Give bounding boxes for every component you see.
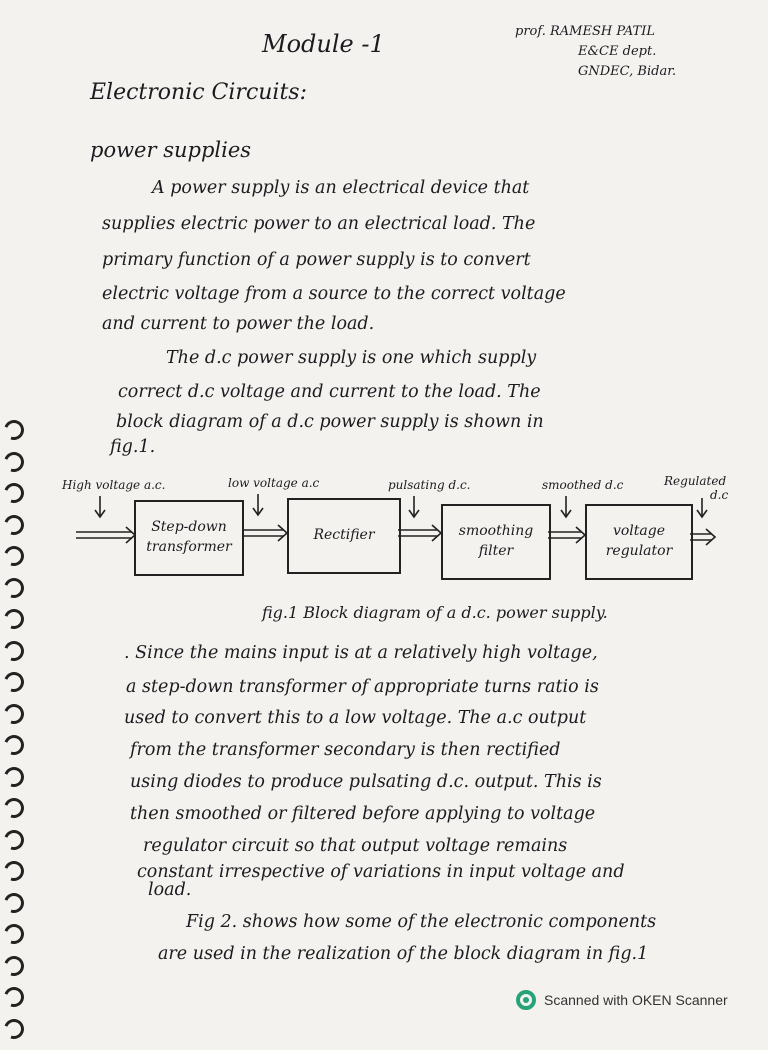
block-voltage-regulator: voltage regulator	[585, 504, 693, 580]
figure-caption: fig.1 Block diagram of a d.c. power supply.	[262, 603, 608, 622]
label-regulated: Regulated	[664, 474, 727, 488]
paragraph-line: The d.c power supply is one which supply	[166, 348, 537, 368]
paragraph-line: primary function of a power supply is to convert	[102, 250, 531, 270]
author-dept: E&CE dept.	[578, 44, 657, 59]
label-pulsating-dc: pulsating d.c.	[388, 478, 471, 492]
author-college: GNDEC, Bidar.	[578, 64, 677, 79]
paragraph-line: are used in the realization of the block diagram in fig.1	[158, 944, 649, 964]
paragraph-line: used to convert this to a low voltage. The a.c output	[124, 708, 587, 728]
scanner-logo-icon	[516, 990, 536, 1010]
block-smoothing-filter: smoothing filter	[441, 504, 551, 580]
author-name: prof. RAMESH PATIL	[515, 24, 655, 39]
label-regulated-dc: d.c	[710, 488, 729, 502]
block-rectifier: Rectifier	[287, 498, 401, 574]
paragraph-line: regulator circuit so that output voltage remains	[143, 836, 568, 856]
paragraph-line: electric voltage from a source to the correct voltage	[102, 284, 566, 304]
paragraph-line: correct d.c voltage and current to the load. The	[118, 382, 541, 402]
paragraph-line: Fig 2. shows how some of the electronic components	[186, 912, 657, 932]
spiral-binding	[4, 420, 44, 1050]
paragraph-line: A power supply is an electrical device that	[152, 178, 530, 198]
label-smoothed-dc: smoothed d.c	[542, 478, 624, 492]
paragraph-line: supplies electric power to an electrical load. The	[102, 214, 536, 234]
paragraph-line: fig.1.	[110, 437, 156, 457]
paragraph-line: and current to power the load.	[102, 314, 375, 334]
subsection-heading: power supplies	[90, 138, 252, 162]
scanner-text: Scanned with OKEN Scanner	[544, 992, 728, 1008]
paragraph-line: using diodes to produce pulsating d.c. output. This is	[130, 772, 602, 792]
paragraph-line: constant irrespective of variations in input voltage and	[137, 862, 625, 882]
paragraph-line: . Since the mains input is at a relatively high voltage,	[124, 643, 598, 663]
label-low-voltage-ac: low voltage a.c	[228, 476, 320, 490]
paragraph-line: then smoothed or filtered before applying to voltage	[130, 804, 596, 824]
paragraph-line: a step-down transformer of appropriate turns ratio is	[126, 677, 599, 697]
block-step-down-transformer: Step-down transformer	[134, 500, 244, 576]
label-high-voltage-ac: High voltage a.c.	[62, 478, 166, 492]
section-heading: Electronic Circuits:	[90, 80, 308, 105]
paragraph-line: from the transformer secondary is then rectified	[130, 740, 561, 760]
scanner-watermark	[516, 990, 728, 1010]
page-title: Module -1	[262, 30, 385, 58]
block-diagram	[58, 470, 748, 590]
paragraph-line: load.	[148, 880, 192, 900]
paragraph-line: block diagram of a d.c power supply is shown in	[116, 412, 544, 432]
